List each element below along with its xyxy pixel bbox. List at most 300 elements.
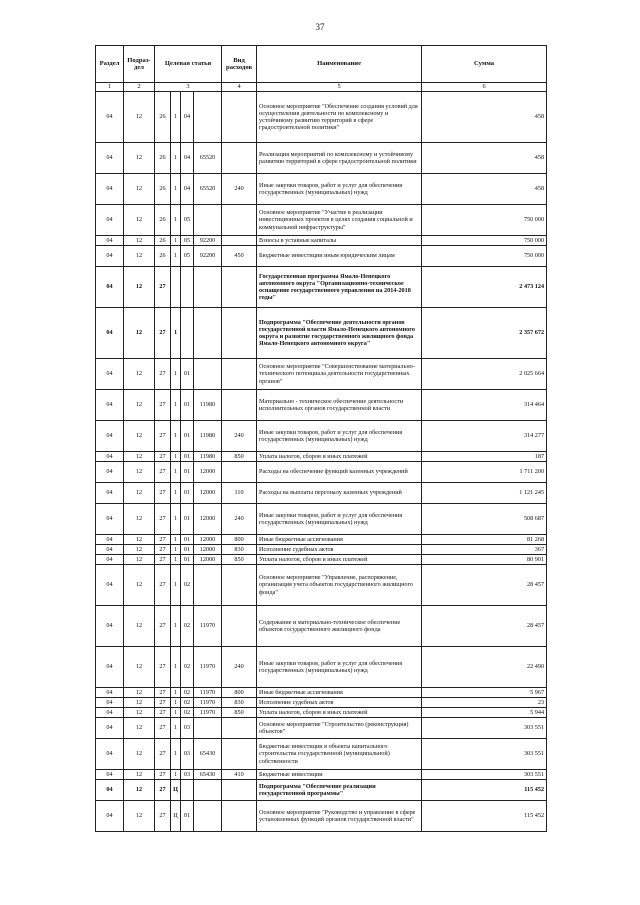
cell-razdel: 04	[96, 483, 124, 504]
cell-vid-raskhodov: 800	[222, 535, 257, 545]
table-row	[96, 421, 547, 452]
cell-event-code: 02	[181, 565, 194, 606]
cell-event-code: 04	[181, 174, 194, 205]
cell-vid-raskhodov	[222, 462, 257, 483]
cell-summa: 303 551	[422, 739, 547, 770]
cell-direction-code	[194, 565, 222, 606]
cell-event-code: 04	[181, 92, 194, 143]
cell-razdel: 04	[96, 504, 124, 535]
cell-podrazdel: 12	[124, 462, 155, 483]
cell-direction-code: 65520	[194, 174, 222, 205]
cell-naimenovanie: Иные бюджетные ассигнования	[257, 688, 422, 698]
cell-razdel: 04	[96, 421, 124, 452]
cell-vid-raskhodov	[222, 565, 257, 606]
cell-program-code: 27	[155, 545, 171, 555]
cell-naimenovanie: Иные закупки товаров, работ и услуг для обеспечения государственных (муниципальных) нужд	[257, 647, 422, 688]
cell-podrazdel: 12	[124, 267, 155, 308]
cell-summa: 2 357 672	[422, 308, 547, 359]
cell-subprogram-code: 1	[171, 739, 181, 770]
cell-vid-raskhodov: 850	[222, 708, 257, 718]
cell-direction-code: 12000	[194, 545, 222, 555]
cell-program-code: 27	[155, 698, 171, 708]
cell-program-code: 27	[155, 739, 171, 770]
cell-event-code	[181, 780, 194, 801]
cell-program-code: 27	[155, 555, 171, 565]
cell-event-code: 01	[181, 555, 194, 565]
cell-podrazdel: 12	[124, 359, 155, 390]
cell-program-code: 27	[155, 688, 171, 698]
cell-podrazdel: 12	[124, 801, 155, 832]
table-row	[96, 688, 547, 698]
cell-subprogram-code: 1	[171, 236, 181, 246]
cell-event-code: 01	[181, 504, 194, 535]
cell-program-code: 27	[155, 359, 171, 390]
cell-razdel: 04	[96, 174, 124, 205]
cell-razdel: 04	[96, 770, 124, 780]
cell-vid-raskhodov: 450	[222, 246, 257, 267]
page-number: 37	[315, 22, 325, 32]
cell-podrazdel: 12	[124, 92, 155, 143]
cell-vid-raskhodov: 240	[222, 174, 257, 205]
cell-event-code: 04	[181, 143, 194, 174]
column-number: 1	[96, 83, 124, 92]
cell-program-code: 26	[155, 246, 171, 267]
cell-direction-code: 11970	[194, 647, 222, 688]
cell-subprogram-code: 1	[171, 718, 181, 739]
cell-naimenovanie: Основное мероприятие "Руководство и управление в сфере установленных функций органов государственной власти"	[257, 801, 422, 832]
cell-podrazdel: 12	[124, 308, 155, 359]
table-row	[96, 359, 547, 390]
cell-event-code: 01	[181, 390, 194, 421]
column-number: 2	[124, 83, 155, 92]
cell-subprogram-code: 1	[171, 359, 181, 390]
cell-event-code: 01	[181, 801, 194, 832]
cell-program-code: 27	[155, 390, 171, 421]
cell-razdel: 04	[96, 606, 124, 647]
cell-program-code: 27	[155, 718, 171, 739]
cell-summa: 750 000	[422, 205, 547, 236]
cell-event-code	[181, 267, 194, 308]
cell-razdel: 04	[96, 462, 124, 483]
cell-direction-code: 92200	[194, 236, 222, 246]
cell-naimenovanie: Иные закупки товаров, работ и услуг для обеспечения государственных (муниципальных) нужд	[257, 174, 422, 205]
cell-subprogram-code: 1	[171, 462, 181, 483]
cell-event-code: 03	[181, 770, 194, 780]
cell-naimenovanie: Иные закупки товаров, работ и услуг для обеспечения государственных (муниципальных) нужд	[257, 504, 422, 535]
cell-event-code: 01	[181, 452, 194, 462]
cell-vid-raskhodov: 850	[222, 452, 257, 462]
cell-vid-raskhodov: 830	[222, 545, 257, 555]
table-row	[96, 780, 547, 801]
header-razdel: Раздел	[96, 46, 124, 83]
cell-direction-code: 12000	[194, 535, 222, 545]
cell-subprogram-code: Ц	[171, 801, 181, 832]
cell-razdel: 04	[96, 390, 124, 421]
budget-table	[95, 45, 547, 832]
cell-subprogram-code	[171, 267, 181, 308]
cell-direction-code: 65430	[194, 770, 222, 780]
cell-naimenovanie: Основное мероприятие "Обеспечение создания условий для осуществления деятельности по комплексному и устойчивому развитию территорий в сфере градостроительной политики"	[257, 92, 422, 143]
table-row	[96, 718, 547, 739]
cell-naimenovanie: Уплата налогов, сборов и иных платежей	[257, 708, 422, 718]
cell-subprogram-code: 1	[171, 606, 181, 647]
cell-subprogram-code: 1	[171, 647, 181, 688]
cell-naimenovanie: Основное мероприятие "Совершенствование материально-технического потенциала деятельности государственных органов"	[257, 359, 422, 390]
cell-event-code: 01	[181, 545, 194, 555]
cell-naimenovanie: Исполнение судебных актов	[257, 698, 422, 708]
cell-naimenovanie: Уплата налогов, сборов и иных платежей	[257, 555, 422, 565]
cell-summa: 81 268	[422, 535, 547, 545]
table-row	[96, 236, 547, 246]
cell-program-code: 27	[155, 308, 171, 359]
cell-event-code: 01	[181, 535, 194, 545]
cell-program-code: 27	[155, 504, 171, 535]
cell-naimenovanie: Подпрограмма "Обеспечение реализации государственной программы"	[257, 780, 422, 801]
cell-event-code: 01	[181, 359, 194, 390]
cell-summa: 367	[422, 545, 547, 555]
cell-vid-raskhodov: 240	[222, 647, 257, 688]
cell-summa: 2 025 664	[422, 359, 547, 390]
cell-summa: 303 551	[422, 770, 547, 780]
cell-direction-code: 65430	[194, 739, 222, 770]
column-number-row	[96, 83, 547, 92]
cell-event-code: 03	[181, 739, 194, 770]
cell-program-code: 27	[155, 462, 171, 483]
cell-razdel: 04	[96, 647, 124, 688]
cell-razdel: 04	[96, 308, 124, 359]
cell-razdel: 04	[96, 718, 124, 739]
cell-summa: 458	[422, 143, 547, 174]
cell-summa: 187	[422, 452, 547, 462]
cell-podrazdel: 12	[124, 688, 155, 698]
table-row	[96, 483, 547, 504]
cell-program-code: 26	[155, 143, 171, 174]
cell-program-code: 27	[155, 452, 171, 462]
cell-podrazdel: 12	[124, 555, 155, 565]
cell-vid-raskhodov	[222, 739, 257, 770]
cell-vid-raskhodov	[222, 780, 257, 801]
cell-razdel: 04	[96, 739, 124, 770]
column-number: 5	[257, 83, 422, 92]
cell-direction-code	[194, 308, 222, 359]
table-row	[96, 555, 547, 565]
table-row	[96, 739, 547, 770]
cell-razdel: 04	[96, 698, 124, 708]
cell-vid-raskhodov	[222, 390, 257, 421]
table-header-row	[96, 46, 547, 83]
cell-podrazdel: 12	[124, 205, 155, 236]
column-number: 4	[222, 83, 257, 92]
cell-subprogram-code: 1	[171, 545, 181, 555]
cell-direction-code	[194, 359, 222, 390]
cell-program-code: 27	[155, 780, 171, 801]
cell-razdel: 04	[96, 143, 124, 174]
cell-direction-code: 12000	[194, 483, 222, 504]
cell-program-code: 27	[155, 708, 171, 718]
header-tselevaya-statya: Целевая статья	[155, 46, 222, 83]
header-summa: Сумма	[422, 46, 547, 83]
cell-event-code: 01	[181, 483, 194, 504]
cell-program-code: 26	[155, 205, 171, 236]
cell-summa: 2 473 124	[422, 267, 547, 308]
cell-vid-raskhodov: 240	[222, 504, 257, 535]
cell-event-code: 02	[181, 698, 194, 708]
cell-naimenovanie: Государственная программа Ямало-Ненецкого автономного округа "Организационно-техническое оснащение государственного управления на 2014-2018 годы"	[257, 267, 422, 308]
cell-subprogram-code: 1	[171, 483, 181, 504]
cell-podrazdel: 12	[124, 780, 155, 801]
cell-subprogram-code: 1	[171, 174, 181, 205]
cell-summa: 314 277	[422, 421, 547, 452]
cell-direction-code: 11970	[194, 708, 222, 718]
cell-podrazdel: 12	[124, 174, 155, 205]
table-row	[96, 246, 547, 267]
cell-podrazdel: 12	[124, 565, 155, 606]
cell-summa: 508 687	[422, 504, 547, 535]
cell-summa: 5 944	[422, 708, 547, 718]
cell-direction-code: 11970	[194, 688, 222, 698]
cell-naimenovanie: Содержание и материально-техническое обеспечение объектов государственного жилищного фонда	[257, 606, 422, 647]
cell-vid-raskhodov	[222, 801, 257, 832]
cell-naimenovanie: Расходы на выплаты персоналу казенных учреждений	[257, 483, 422, 504]
cell-razdel: 04	[96, 688, 124, 698]
cell-event-code: 05	[181, 236, 194, 246]
cell-naimenovanie: Бюджетные инвестиции иным юридическим лицам	[257, 246, 422, 267]
table-row	[96, 174, 547, 205]
table-row	[96, 535, 547, 545]
cell-direction-code: 65520	[194, 143, 222, 174]
cell-subprogram-code: 1	[171, 452, 181, 462]
cell-naimenovanie: Реализация мероприятий по комплексному и устойчивому развитию территорий в сфере градостроительной политики	[257, 143, 422, 174]
cell-program-code: 27	[155, 483, 171, 504]
cell-razdel: 04	[96, 801, 124, 832]
cell-program-code: 27	[155, 421, 171, 452]
cell-naimenovanie: Иные бюджетные ассигнования	[257, 535, 422, 545]
table-row	[96, 801, 547, 832]
table-row	[96, 390, 547, 421]
cell-direction-code: 11980	[194, 421, 222, 452]
cell-summa: 5 967	[422, 688, 547, 698]
cell-podrazdel: 12	[124, 236, 155, 246]
cell-vid-raskhodov: 410	[222, 770, 257, 780]
cell-podrazdel: 12	[124, 545, 155, 555]
cell-subprogram-code: 1	[171, 565, 181, 606]
cell-naimenovanie: Основное мероприятие "Участие в реализации инвестиционных проектов в целях создания социальной и коммунальной инфраструктуры"	[257, 205, 422, 236]
cell-direction-code	[194, 267, 222, 308]
cell-summa: 22 490	[422, 647, 547, 688]
cell-direction-code: 12000	[194, 462, 222, 483]
cell-event-code: 02	[181, 688, 194, 698]
cell-direction-code: 11970	[194, 606, 222, 647]
cell-razdel: 04	[96, 205, 124, 236]
cell-podrazdel: 12	[124, 246, 155, 267]
table-row	[96, 143, 547, 174]
cell-direction-code	[194, 92, 222, 143]
cell-podrazdel: 12	[124, 421, 155, 452]
header-naimenovanie: Наименование	[257, 46, 422, 83]
cell-naimenovanie: Основное мероприятие "Управление, распоряжение, организация учета объектов государственного жилищного фонда"	[257, 565, 422, 606]
table-row	[96, 770, 547, 780]
table-row	[96, 267, 547, 308]
header-podrazdel: Подраз-дел	[124, 46, 155, 83]
cell-naimenovanie: Материально - техническое обеспечение деятельности исполнительных органов государственной власти	[257, 390, 422, 421]
table-row	[96, 308, 547, 359]
table-row	[96, 708, 547, 718]
cell-vid-raskhodov	[222, 205, 257, 236]
cell-naimenovanie: Иные закупки товаров, работ и услуг для обеспечения государственных (муниципальных) нужд	[257, 421, 422, 452]
cell-vid-raskhodov	[222, 236, 257, 246]
header-vid-raskhodov: Вид расходов	[222, 46, 257, 83]
table-row	[96, 205, 547, 236]
cell-subprogram-code: 1	[171, 535, 181, 545]
cell-naimenovanie: Бюджетные инвестиции в объекты капитального строительства государственной (муниципальной) собственности	[257, 739, 422, 770]
cell-razdel: 04	[96, 92, 124, 143]
cell-program-code: 27	[155, 267, 171, 308]
cell-summa: 1 121 245	[422, 483, 547, 504]
column-number: 3	[155, 83, 222, 92]
cell-direction-code: 92200	[194, 246, 222, 267]
cell-direction-code	[194, 801, 222, 832]
cell-subprogram-code: 1	[171, 390, 181, 421]
cell-event-code: 05	[181, 246, 194, 267]
table-row	[96, 647, 547, 688]
cell-vid-raskhodov	[222, 267, 257, 308]
cell-summa: 750 000	[422, 236, 547, 246]
cell-razdel: 04	[96, 565, 124, 606]
cell-vid-raskhodov: 110	[222, 483, 257, 504]
cell-vid-raskhodov	[222, 718, 257, 739]
cell-subprogram-code: 1	[171, 708, 181, 718]
table-row	[96, 462, 547, 483]
cell-naimenovanie: Основное мероприятие "Строительство (реконструкция) объектов"	[257, 718, 422, 739]
cell-razdel: 04	[96, 246, 124, 267]
cell-razdel: 04	[96, 535, 124, 545]
cell-event-code: 05	[181, 205, 194, 236]
cell-vid-raskhodov: 240	[222, 421, 257, 452]
table-row	[96, 606, 547, 647]
cell-subprogram-code: 1	[171, 688, 181, 698]
cell-podrazdel: 12	[124, 143, 155, 174]
cell-event-code: 01	[181, 462, 194, 483]
cell-program-code: 26	[155, 92, 171, 143]
cell-subprogram-code: 1	[171, 770, 181, 780]
cell-direction-code: 12000	[194, 555, 222, 565]
cell-razdel: 04	[96, 780, 124, 801]
cell-razdel: 04	[96, 545, 124, 555]
cell-vid-raskhodov	[222, 92, 257, 143]
cell-razdel: 04	[96, 236, 124, 246]
cell-program-code: 26	[155, 174, 171, 205]
cell-podrazdel: 12	[124, 452, 155, 462]
cell-summa: 28 457	[422, 606, 547, 647]
cell-program-code: 27	[155, 565, 171, 606]
cell-podrazdel: 12	[124, 718, 155, 739]
cell-event-code: 02	[181, 647, 194, 688]
cell-summa: 115 452	[422, 780, 547, 801]
table-row	[96, 92, 547, 143]
cell-direction-code	[194, 780, 222, 801]
cell-event-code: 02	[181, 708, 194, 718]
cell-vid-raskhodov	[222, 606, 257, 647]
cell-subprogram-code: 1	[171, 421, 181, 452]
cell-subprogram-code: 1	[171, 92, 181, 143]
cell-vid-raskhodov	[222, 143, 257, 174]
cell-summa: 458	[422, 174, 547, 205]
cell-event-code: 02	[181, 606, 194, 647]
cell-razdel: 04	[96, 359, 124, 390]
cell-vid-raskhodov: 850	[222, 555, 257, 565]
cell-summa: 1 711 200	[422, 462, 547, 483]
cell-summa: 28 457	[422, 565, 547, 606]
cell-direction-code: 11970	[194, 698, 222, 708]
cell-podrazdel: 12	[124, 698, 155, 708]
cell-razdel: 04	[96, 555, 124, 565]
cell-program-code: 27	[155, 606, 171, 647]
cell-direction-code	[194, 718, 222, 739]
cell-podrazdel: 12	[124, 390, 155, 421]
cell-naimenovanie: Уплата налогов, сборов и иных платежей	[257, 452, 422, 462]
table-row	[96, 504, 547, 535]
table-row	[96, 545, 547, 555]
cell-subprogram-code: 1	[171, 698, 181, 708]
table-row	[96, 698, 547, 708]
cell-podrazdel: 12	[124, 739, 155, 770]
cell-podrazdel: 12	[124, 647, 155, 688]
cell-subprogram-code: 1	[171, 308, 181, 359]
cell-direction-code: 11980	[194, 452, 222, 462]
cell-podrazdel: 12	[124, 504, 155, 535]
cell-program-code: 27	[155, 801, 171, 832]
cell-naimenovanie: Исполнение судебных актов	[257, 545, 422, 555]
cell-subprogram-code: Ц	[171, 780, 181, 801]
cell-event-code	[181, 308, 194, 359]
cell-direction-code: 12000	[194, 504, 222, 535]
cell-event-code: 03	[181, 718, 194, 739]
cell-podrazdel: 12	[124, 483, 155, 504]
table-row	[96, 452, 547, 462]
cell-summa: 303 551	[422, 718, 547, 739]
cell-summa: 80 901	[422, 555, 547, 565]
cell-subprogram-code: 1	[171, 205, 181, 236]
cell-razdel: 04	[96, 708, 124, 718]
cell-podrazdel: 12	[124, 535, 155, 545]
column-number: 6	[422, 83, 547, 92]
cell-naimenovanie: Расходы на обеспечение функций казенных учреждений	[257, 462, 422, 483]
cell-subprogram-code: 1	[171, 246, 181, 267]
cell-event-code: 01	[181, 421, 194, 452]
cell-subprogram-code: 1	[171, 504, 181, 535]
cell-summa: 458	[422, 92, 547, 143]
cell-podrazdel: 12	[124, 606, 155, 647]
cell-naimenovanie: Взносы в уставные капиталы	[257, 236, 422, 246]
cell-subprogram-code: 1	[171, 555, 181, 565]
cell-summa: 23	[422, 698, 547, 708]
cell-naimenovanie: Бюджетные инвестиции	[257, 770, 422, 780]
cell-razdel: 04	[96, 452, 124, 462]
cell-subprogram-code: 1	[171, 143, 181, 174]
cell-summa: 314 464	[422, 390, 547, 421]
cell-program-code: 27	[155, 770, 171, 780]
cell-razdel: 04	[96, 267, 124, 308]
cell-summa: 115 452	[422, 801, 547, 832]
cell-direction-code: 11980	[194, 390, 222, 421]
cell-program-code: 26	[155, 236, 171, 246]
cell-program-code: 27	[155, 535, 171, 545]
cell-vid-raskhodov: 830	[222, 698, 257, 708]
cell-program-code: 27	[155, 647, 171, 688]
cell-direction-code	[194, 205, 222, 236]
cell-podrazdel: 12	[124, 770, 155, 780]
cell-summa: 750 000	[422, 246, 547, 267]
